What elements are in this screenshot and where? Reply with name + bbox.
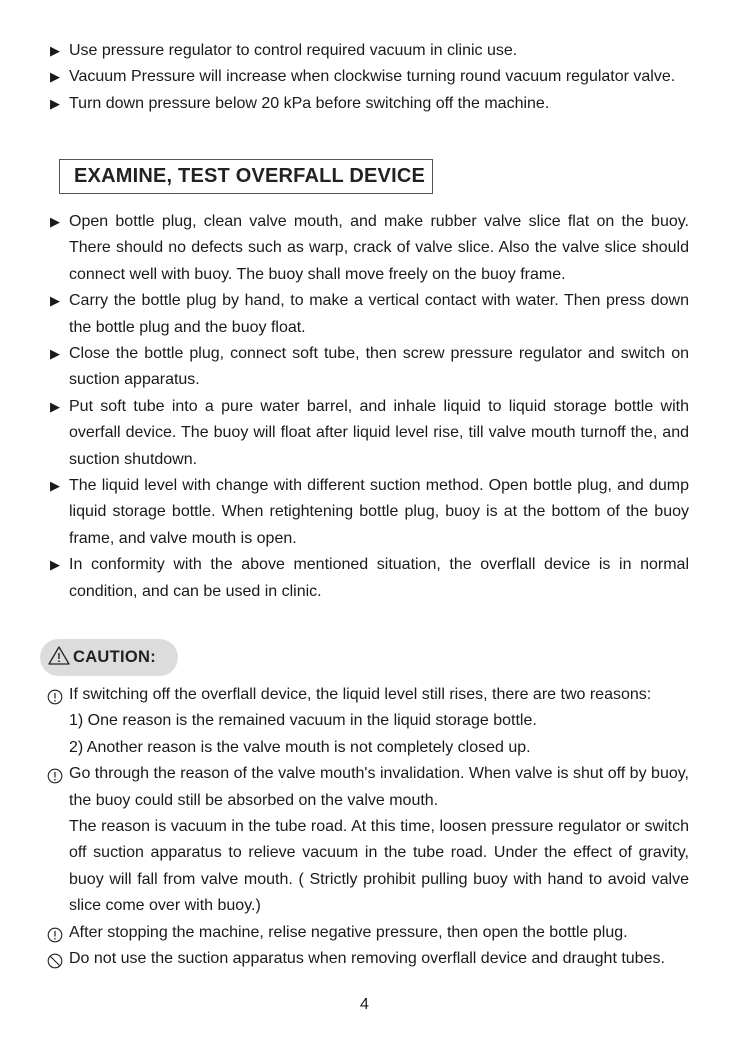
- top-bullet-list: [0, 38, 729, 117]
- list-item: ▶ Use pressure regulator to control required vacuum in clinic use.: [0, 38, 729, 64]
- list-item: ▶ Turn down pressure below 20 kPa before switching off the machine.: [0, 91, 729, 117]
- list-item: ▶ In conformity with the above mentioned situation, the overflall device is in normal condition, and can be used in clinic.: [0, 552, 729, 605]
- circle-exclamation-icon: [47, 761, 63, 787]
- test-bullet-list: [0, 209, 729, 605]
- triangle-right-icon: ▶: [50, 214, 60, 229]
- caution-item: Do not use the suction apparatus when removing overflall device and draught tubes.: [0, 946, 729, 972]
- prohibition-icon: [47, 946, 63, 972]
- caution-subitem: 2) Another reason is the valve mouth is not completely closed up.: [69, 738, 531, 756]
- caution-list: [0, 682, 729, 972]
- list-item: ▶ Put soft tube into a pure water barrel, and inhale liquid to liquid storage bottle with overfall device. The buoy will float after liquid level rise, till valve mouth turnoff the, and suction shutdown.: [0, 394, 729, 473]
- caution-item: If switching off the overflall device, the liquid level still rises, there are two reasons:: [0, 682, 729, 708]
- triangle-right-icon: ▶: [50, 95, 60, 111]
- triangle-right-icon: ▶: [50, 43, 60, 58]
- triangle-right-icon: ▶: [50, 557, 60, 573]
- circle-exclamation-icon: [47, 920, 63, 946]
- triangle-right-icon: ▶: [50, 478, 60, 494]
- caution-badge: [40, 639, 178, 676]
- caution-item: After stopping the machine, relise negative pressure, then open the bottle plug.: [0, 920, 729, 946]
- triangle-right-icon: ▶: [50, 398, 60, 414]
- circle-exclamation-icon: [47, 682, 63, 708]
- caution-subitem: 1) One reason is the remained vacuum in the liquid storage bottle.: [69, 712, 537, 730]
- triangle-right-icon: ▶: [50, 69, 60, 85]
- list-item: ▶ Close the bottle plug, connect soft tube, then screw pressure regulator and switch on suction apparatus.: [0, 341, 729, 394]
- list-item: ▶ Vacuum Pressure will increase when clockwise turning round vacuum regulator valve.: [0, 64, 729, 90]
- triangle-right-icon: ▶: [50, 346, 60, 362]
- list-item: ▶ The liquid level with change with different suction method. Open bottle plug, and dump liquid storage bottle. When retightening bottle plug, buoy is at the bottom of the buoy frame, and valve mouth is open.: [0, 473, 729, 552]
- section-heading: EXAMINE, TEST OVERFALL DEVICE: [59, 159, 433, 194]
- triangle-right-icon: ▶: [50, 293, 60, 309]
- warning-triangle-icon: [48, 646, 70, 665]
- list-item: ▶ Open bottle plug, clean valve mouth, and make rubber valve slice flat on the buoy. There should no defects such as warp, crack of valve slice. Also the valve slice should connect well with buoy. The buoy shall move freely on the buoy frame.: [0, 209, 729, 288]
- caution-item: Go through the reason of the valve mouth's invalidation. When valve is shut off by buoy, the buoy could still be absorbed on the valve mouth.: [0, 761, 729, 814]
- page-number: 4: [360, 996, 369, 1013]
- caution-label: CAUTION:: [73, 648, 157, 666]
- caution-continuation: The reason is vacuum in the tube road. At this time, loosen pressure regulator or switch off suction apparatus to relieve vacuum in the tube road. Under the effect of gravity, buoy will fall from valve mouth. ( Strictly prohibit pulling buoy with hand to avoid valve slice come over with buoy.): [69, 818, 689, 915]
- list-item: ▶ Carry the bottle plug by hand, to make a vertical contact with water. Then press down the bottle plug and the buoy float.: [0, 288, 729, 341]
